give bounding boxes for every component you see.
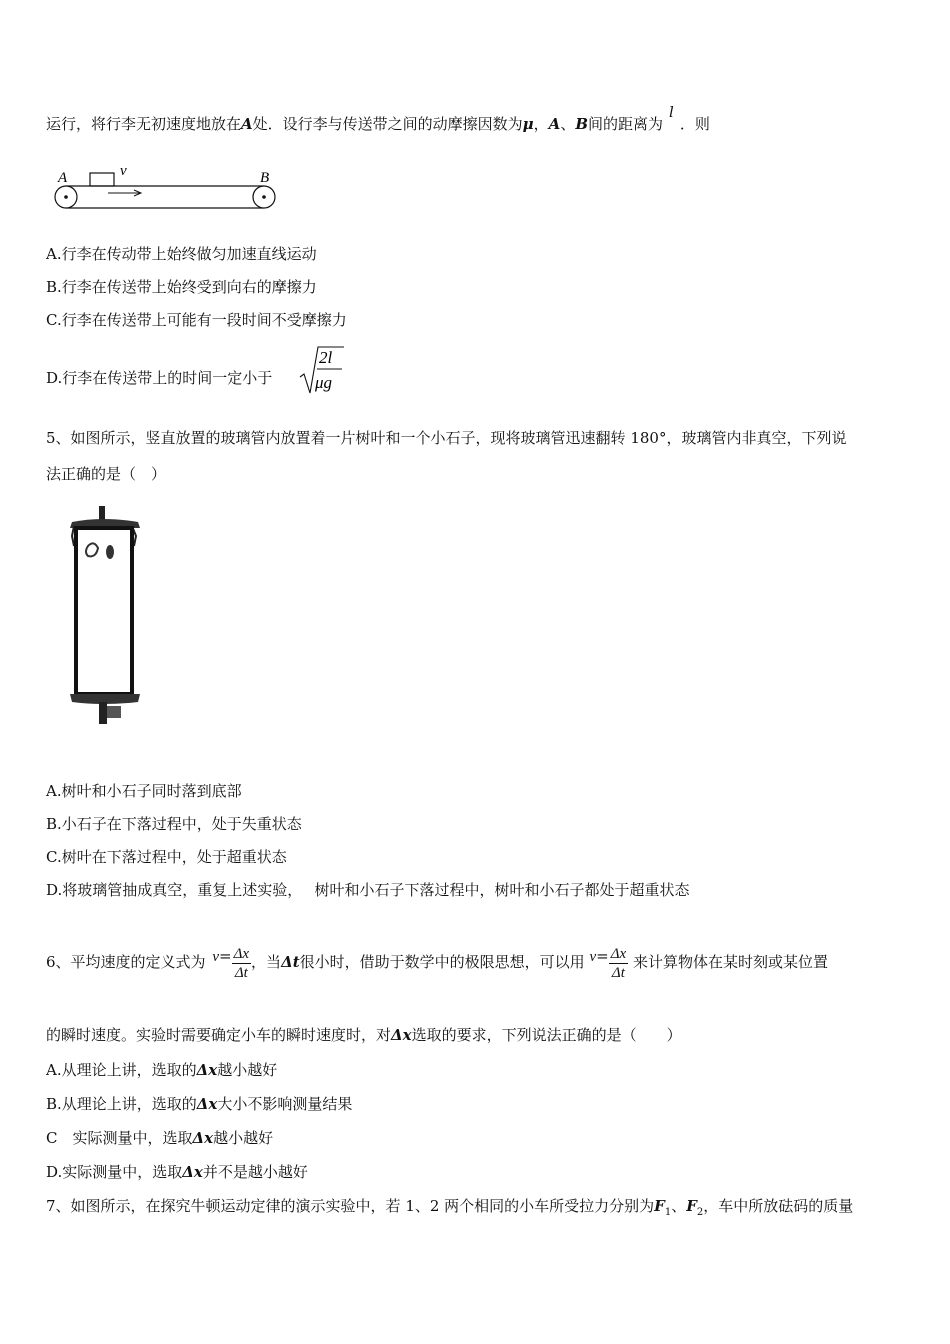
q5-option-c: C.树叶在下落过程中，处于超重状态 (46, 848, 287, 866)
q6-option-a (46, 1060, 277, 1080)
point-b: B (575, 115, 589, 133)
q4-option-a: A.行李在传动带上始终做匀加速直线运动 (46, 245, 317, 263)
q6-text: 很小时，借助于数学中的极限思想，可以用 (299, 953, 585, 971)
delta-x: Δx (391, 1026, 412, 1044)
q7-text: 7、如图所示，在探究牛顿运动定律的演示实验中，若 1、2 两个相同的小车所受拉力分别为 (46, 1197, 655, 1215)
intro-line (46, 103, 710, 134)
force-f2: F (686, 1197, 697, 1215)
q6-stem-line1 (46, 940, 828, 985)
q5-option-a: A.树叶和小石子同时落到底部 (46, 782, 242, 800)
force-f1: F (654, 1197, 665, 1215)
belt-label-a: A (58, 170, 68, 186)
tube-valve (107, 706, 121, 718)
sqrt-numerator: 2l (319, 348, 333, 367)
luggage-box (90, 173, 114, 186)
q6-option-b-text: 大小不影响测量结果 (217, 1095, 353, 1113)
q6-option-c-text: C 实际测量中，选取 (46, 1129, 193, 1147)
point-a: A (548, 115, 561, 133)
eq-v: v (212, 949, 219, 965)
delta-x: Δx (192, 1129, 214, 1147)
q5-stem-line2: 法正确的是（ ） (46, 465, 167, 483)
pebble (106, 545, 114, 559)
q6-option-a-text: A.从理论上讲，选取的 (46, 1061, 197, 1079)
fraction-denominator: Δt (234, 964, 248, 981)
delta-x: Δx (182, 1163, 203, 1181)
tube-body (76, 528, 132, 694)
q6-text: 选取的要求，下列说法正确的是（ ） (411, 1026, 682, 1044)
glass-tube-figure (66, 506, 146, 726)
mu-symbol: μ (522, 115, 534, 133)
intro-text: ．则 (679, 115, 710, 133)
q6-option-b (46, 1094, 352, 1114)
q6-text: 6、平均速度的定义式为 (46, 953, 206, 971)
force-f1-sub: 1 (664, 1207, 672, 1218)
eq-v: v (589, 949, 597, 965)
q6-option-d-text: D.实际测量中，选取 (46, 1163, 183, 1181)
q5-option-b: B.小石子在下落过程中，处于失重状态 (46, 815, 302, 833)
inst-velocity-fraction (609, 945, 628, 982)
intro-text: 运行，将行李无初速度地放在 (46, 115, 242, 133)
q6-option-c-text: 越小越好 (213, 1129, 274, 1147)
force-f2-sub: 2 (696, 1207, 704, 1218)
delta-t: Δt (281, 953, 300, 971)
q4-option-d (46, 368, 272, 388)
q5-option-d: D.将玻璃管抽成真空，重复上述实验， 树叶和小石子下落过程中，树叶和小石子都处于超重状态 (46, 881, 690, 899)
q7-stem (46, 1196, 853, 1223)
eq-equals: = (219, 947, 232, 965)
fraction-denominator: Δt (611, 964, 625, 981)
intro-text: 、 (560, 115, 576, 133)
fraction-numerator: Δx (233, 945, 250, 962)
conveyor-belt-figure (46, 160, 286, 216)
q6-option-a-text: 越小越好 (217, 1061, 278, 1079)
belt-label-b: B (260, 170, 270, 186)
point-a: A (241, 115, 253, 133)
q4-option-b: B.行李在传送带上始终受到向右的摩擦力 (46, 278, 317, 296)
q6-stem-line2 (46, 1025, 682, 1045)
sqrt-expression (296, 343, 346, 397)
q7-text: 、 (671, 1197, 687, 1215)
tube-bottom-stem (99, 702, 107, 724)
intro-text: 间的距离为 (588, 115, 664, 133)
q7-text: ，车中所放砝码的质量 (703, 1197, 854, 1215)
q6-text: 的瞬时速度。实验时需要确定小车的瞬时速度时，对 (46, 1026, 392, 1044)
q6-option-d-text: 并不是越小越好 (202, 1163, 308, 1181)
q5-stem-line1: 5、如图所示，竖直放置的玻璃管内放置着一片树叶和一个小石子，现将玻璃管迅速翻转 180°，玻璃管内非真空，下列说 (46, 429, 847, 447)
tube-top-stem (99, 506, 105, 520)
q6-text: ，当 (251, 953, 282, 971)
delta-x: Δx (196, 1061, 218, 1079)
q4-option-c: C.行李在传送带上可能有一段时间不受摩擦力 (46, 311, 347, 329)
intro-text: ， (533, 115, 549, 133)
q6-option-d (46, 1162, 308, 1182)
fraction-numerator: Δx (610, 945, 627, 962)
q6-option-c (46, 1128, 273, 1148)
q4-option-d-text: D.行李在传送带上的时间一定小于 (46, 369, 273, 387)
delta-x: Δx (196, 1095, 218, 1113)
belt-label-v: v (120, 163, 127, 179)
intro-text: 处．设行李与传送带之间的动摩擦因数为 (252, 115, 523, 133)
sqrt-denominator: μg (315, 373, 333, 392)
q6-option-b-text: B.从理论上讲，选取的 (46, 1095, 197, 1113)
q6-text: 来计算物体在某时刻或某位置 (632, 953, 828, 971)
length-symbol: l (669, 103, 674, 121)
eq-equals: = (596, 947, 609, 965)
avg-velocity-fraction (232, 945, 251, 982)
